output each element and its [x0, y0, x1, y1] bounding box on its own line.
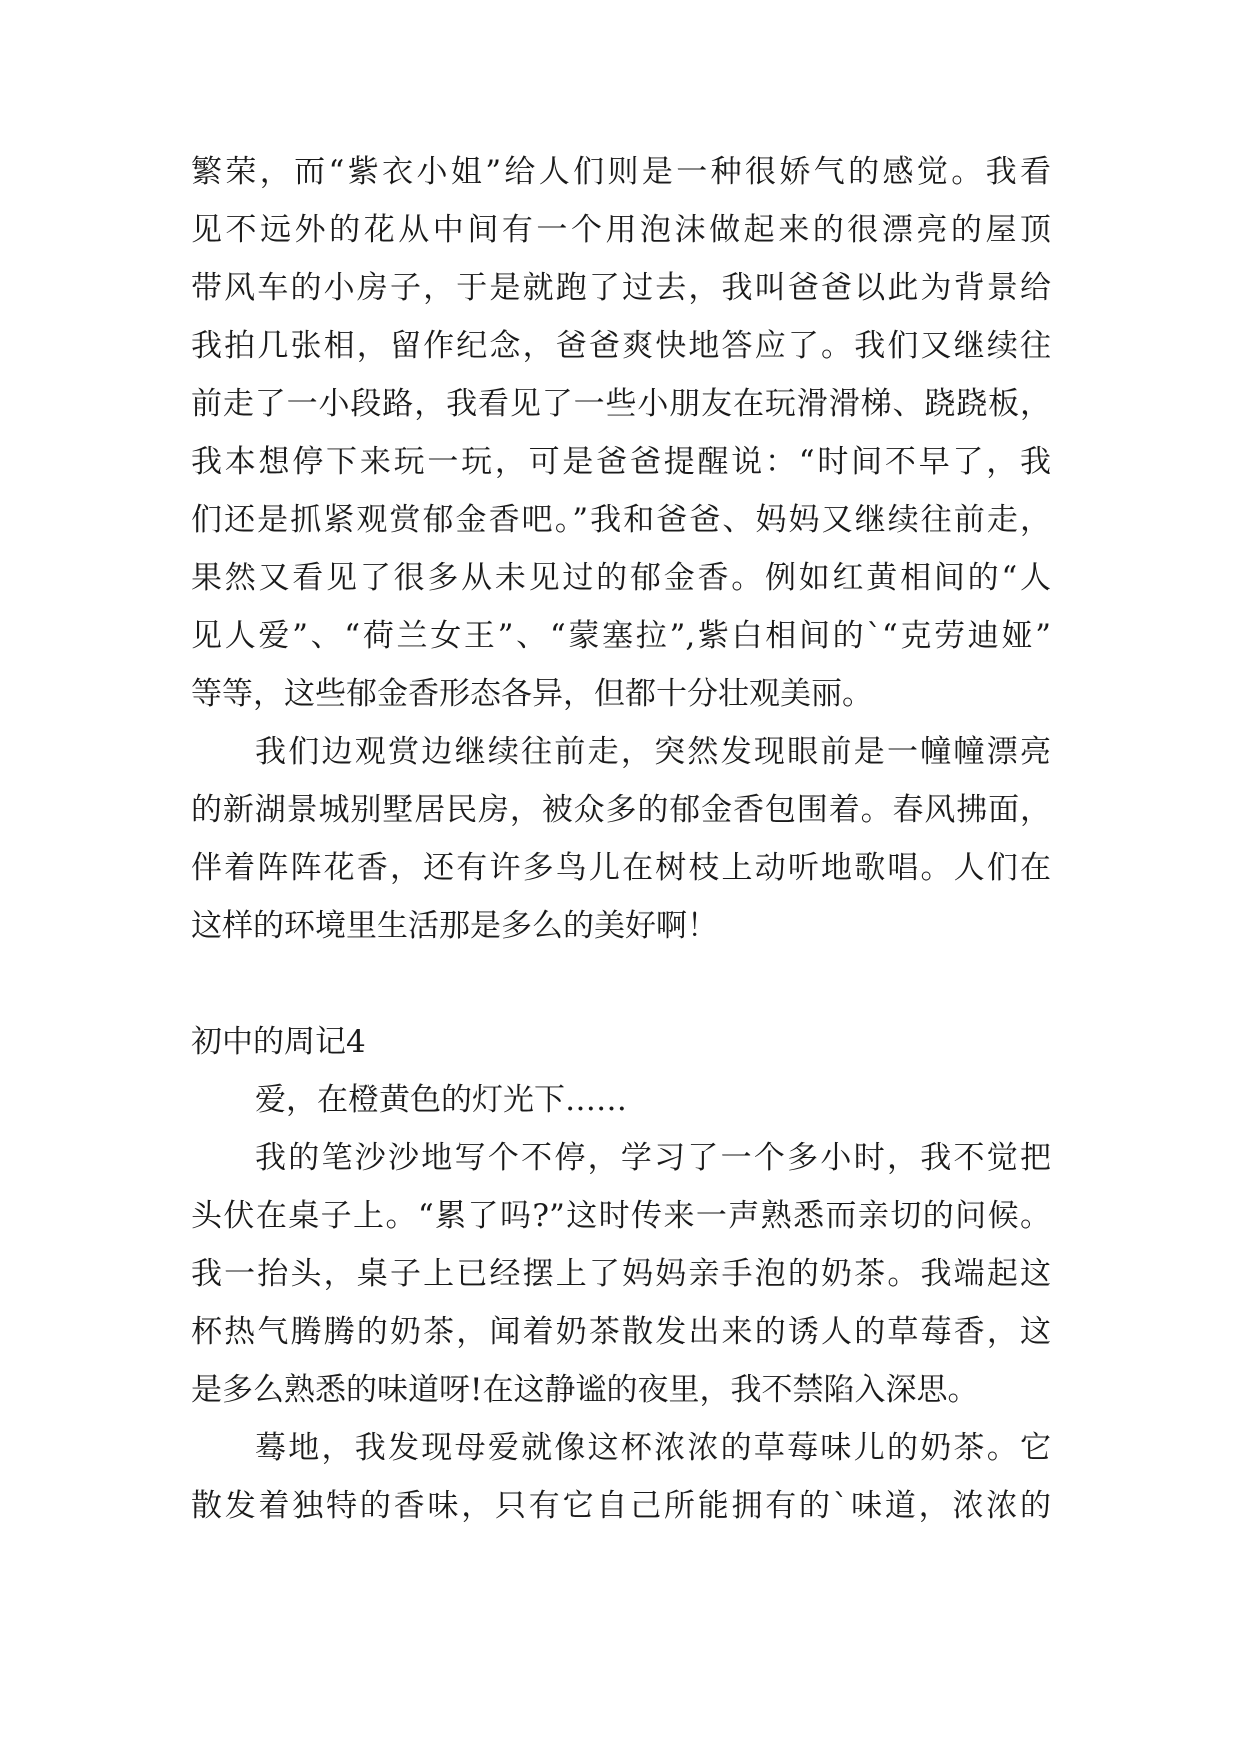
text-line: 杯热气腾腾的奶茶，闻着奶茶散发出来的诱人的草莓香，这 — [191, 1314, 1051, 1350]
text-line: 我一抬头，桌子上已经摆上了妈妈亲手泡的奶茶。我端起这 — [191, 1256, 1051, 1292]
text-line: 果然又看见了很多从未见过的郁金香。例如红黄相间的“人 — [191, 560, 1051, 596]
text-line: 们还是抓紧观赏郁金香吧。”我和爸爸、妈妈又继续往前走， — [191, 502, 1051, 538]
text-line: 见不远外的花从中间有一个用泡沫做起来的很漂亮的屋顶 — [191, 212, 1051, 248]
text-line: 我本想停下来玩一玩，可是爸爸提醒说：“时间不早了，我 — [191, 444, 1051, 480]
text-line: 伴着阵阵花香，还有许多鸟儿在树枝上动听地歌唱。人们在 — [191, 850, 1051, 886]
section-title: 初中的周记4 — [191, 1024, 366, 1060]
text-line: 蓦地，我发现母爱就像这杯浓浓的草莓味儿的奶茶。它 — [255, 1430, 1051, 1466]
text-line: 繁荣，而“紫衣小姐”给人们则是一种很娇气的感觉。我看 — [191, 154, 1051, 190]
text-line: 头伏在桌子上。“累了吗?”这时传来一声熟悉而亲切的问候。 — [191, 1198, 1051, 1234]
text-line: 爱，在橙黄色的灯光下…… — [255, 1082, 627, 1118]
text-line: 前走了一小段路，我看见了一些小朋友在玩滑滑梯、跷跷板， — [191, 386, 1051, 422]
text-line: 我的笔沙沙地写个不停，学习了一个多小时，我不觉把 — [255, 1140, 1051, 1176]
text-line: 见人爱”、“荷兰女王”、“蒙塞拉”,紫白相间的`“克劳迪娅” — [191, 618, 1051, 654]
text-line: 这样的环境里生活那是多么的美好啊！ — [191, 908, 718, 944]
text-line: 我拍几张相，留作纪念，爸爸爽快地答应了。我们又继续往 — [191, 328, 1051, 364]
text-line: 带风车的小房子，于是就跑了过去，我叫爸爸以此为背景给 — [191, 270, 1051, 306]
text-line: 的新湖景城别墅居民房，被众多的郁金香包围着。春风拂面， — [191, 792, 1051, 828]
text-line: 散发着独特的香味，只有它自己所能拥有的`味道，浓浓的 — [191, 1488, 1051, 1524]
text-line: 是多么熟悉的味道呀!在这静谧的夜里，我不禁陷入深思。 — [191, 1372, 979, 1408]
text-line: 等等，这些郁金香形态各异，但都十分壮观美丽。 — [191, 676, 873, 712]
text-line: 我们边观赏边继续往前走，突然发现眼前是一幢幢漂亮 — [255, 734, 1051, 770]
